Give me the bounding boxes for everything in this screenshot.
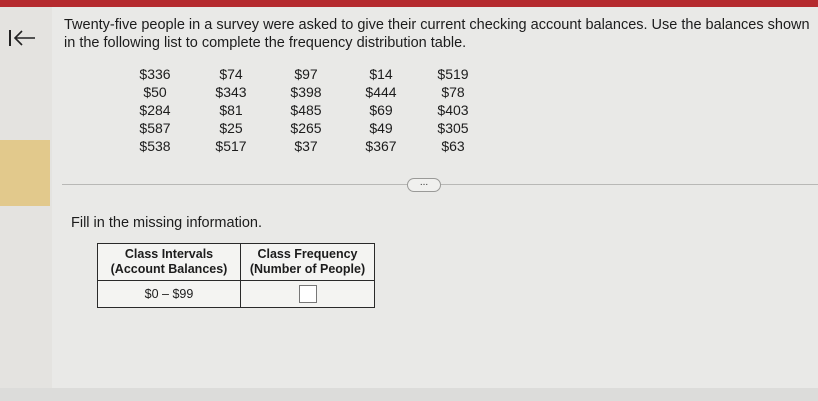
back-button[interactable] (8, 27, 38, 49)
balances-row (120, 120, 480, 138)
expand-button[interactable]: ... (407, 178, 441, 192)
frequency-table (97, 243, 375, 308)
balance-value: $367 (365, 138, 397, 154)
balance-value: $25 (219, 120, 243, 136)
balance-value: $97 (294, 66, 318, 82)
balances-row (120, 66, 480, 84)
balance-value: $14 (369, 66, 393, 82)
balances-row (120, 84, 480, 102)
balances-row (120, 138, 480, 156)
balance-value: $284 (139, 102, 171, 118)
instruction-text: Fill in the missing information. (71, 215, 262, 231)
balance-value: $37 (294, 138, 318, 154)
balance-value: $398 (290, 84, 322, 100)
balance-value: $81 (219, 102, 243, 118)
sidebar-highlight (0, 140, 50, 206)
balance-value: $49 (369, 120, 393, 136)
table-row (98, 281, 375, 308)
bottom-band (0, 388, 818, 401)
balance-value: $50 (143, 84, 167, 100)
top-accent-bar (0, 0, 818, 7)
back-arrow-icon (8, 27, 38, 49)
balance-value: $519 (437, 66, 469, 82)
balance-value: $587 (139, 120, 171, 136)
frequency-cell (241, 281, 375, 308)
balance-value: $343 (215, 84, 247, 100)
frequency-answer-input[interactable] (299, 285, 317, 303)
balance-value: $444 (365, 84, 397, 100)
balance-value: $485 (290, 102, 322, 118)
balance-value: $305 (437, 120, 469, 136)
balance-value: $69 (369, 102, 393, 118)
interval-cell: $0 – $99 (98, 281, 241, 308)
balance-value: $74 (219, 66, 243, 82)
balances-list (120, 66, 480, 156)
table-header-row (98, 244, 375, 281)
balance-value: $403 (437, 102, 469, 118)
balance-value: $63 (441, 138, 465, 154)
balance-value: $78 (441, 84, 465, 100)
balance-value: $517 (215, 138, 247, 154)
balances-row (120, 102, 480, 120)
question-text: Twenty-five people in a survey were asked to give their current checking account balances. Use the balances shown in the following list to complete the frequency distribution table. (64, 17, 810, 51)
class-frequency-header: Class Frequency (Number of People) (241, 244, 375, 281)
balance-value: $336 (139, 66, 171, 82)
class-intervals-header: Class Intervals (Account Balances) (98, 244, 241, 281)
balance-value: $538 (139, 138, 171, 154)
balance-value: $265 (290, 120, 322, 136)
